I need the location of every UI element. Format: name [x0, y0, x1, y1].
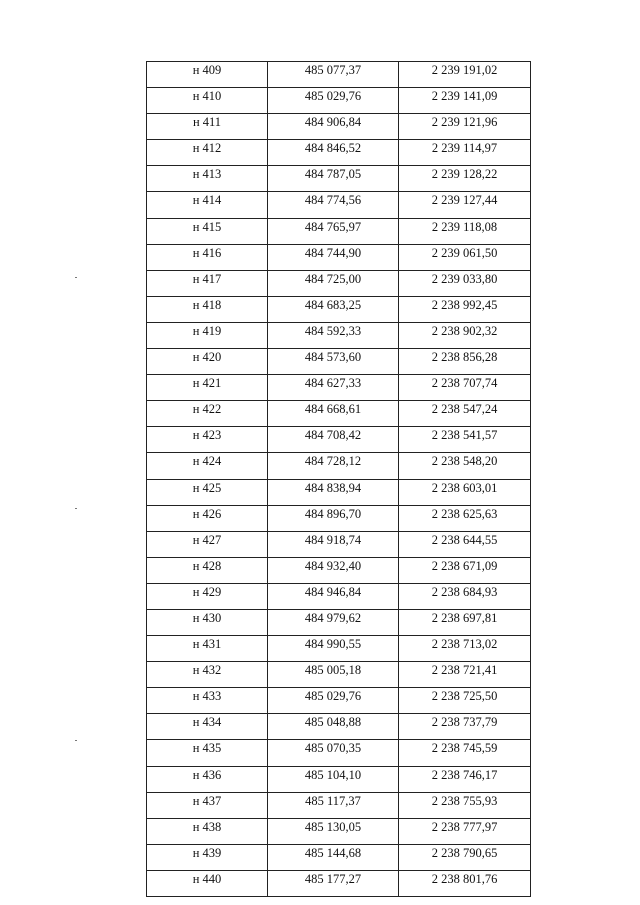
table-row — [147, 349, 531, 375]
table-row — [147, 792, 531, 818]
y-coordinate-cell: 2 238 697,81 — [399, 609, 531, 635]
table-row — [147, 636, 531, 662]
point-id-cell: н 427 — [147, 531, 268, 557]
y-coordinate-cell: 2 238 603,01 — [399, 479, 531, 505]
y-coordinate-cell: 2 238 902,32 — [399, 322, 531, 348]
y-coordinate-cell: 2 238 777,97 — [399, 818, 531, 844]
coordinates-table — [146, 61, 531, 897]
x-coordinate-cell: 484 573,60 — [268, 349, 399, 375]
x-coordinate-cell: 485 117,37 — [268, 792, 399, 818]
table-row — [147, 453, 531, 479]
point-id-cell: н 425 — [147, 479, 268, 505]
point-id-cell: н 440 — [147, 870, 268, 896]
x-coordinate-cell: 484 744,90 — [268, 244, 399, 270]
y-coordinate-cell: 2 238 755,93 — [399, 792, 531, 818]
x-coordinate-cell: 484 668,61 — [268, 401, 399, 427]
table-row — [147, 375, 531, 401]
y-coordinate-cell: 2 238 547,24 — [399, 401, 531, 427]
y-coordinate-cell: 2 238 746,17 — [399, 766, 531, 792]
x-coordinate-cell: 484 725,00 — [268, 270, 399, 296]
x-coordinate-cell: 485 130,05 — [268, 818, 399, 844]
point-id-cell: н 433 — [147, 688, 268, 714]
x-coordinate-cell: 484 846,52 — [268, 140, 399, 166]
point-id-cell: н 410 — [147, 88, 268, 114]
point-id-cell: н 420 — [147, 349, 268, 375]
point-id-cell: н 418 — [147, 296, 268, 322]
x-coordinate-cell: 484 990,55 — [268, 636, 399, 662]
point-id-cell: н 431 — [147, 636, 268, 662]
x-coordinate-cell: 484 728,12 — [268, 453, 399, 479]
x-coordinate-cell: 484 708,42 — [268, 427, 399, 453]
y-coordinate-cell: 2 238 790,65 — [399, 844, 531, 870]
point-id-cell: н 423 — [147, 427, 268, 453]
x-coordinate-cell: 484 906,84 — [268, 114, 399, 140]
x-coordinate-cell: 485 070,35 — [268, 740, 399, 766]
point-id-cell: н 422 — [147, 401, 268, 427]
table-row — [147, 609, 531, 635]
point-id-cell: н 434 — [147, 714, 268, 740]
y-coordinate-cell: 2 238 745,59 — [399, 740, 531, 766]
table-row — [147, 401, 531, 427]
table-row — [147, 244, 531, 270]
table-row — [147, 662, 531, 688]
x-coordinate-cell: 485 077,37 — [268, 62, 399, 88]
y-coordinate-cell: 2 239 191,02 — [399, 62, 531, 88]
x-coordinate-cell: 484 896,70 — [268, 505, 399, 531]
point-id-cell: н 430 — [147, 609, 268, 635]
table-row — [147, 714, 531, 740]
point-id-cell: н 419 — [147, 322, 268, 348]
table-row — [147, 427, 531, 453]
point-id-cell: н 415 — [147, 218, 268, 244]
y-coordinate-cell: 2 238 548,20 — [399, 453, 531, 479]
point-id-cell: н 414 — [147, 192, 268, 218]
point-id-cell: н 426 — [147, 505, 268, 531]
x-coordinate-cell: 485 104,10 — [268, 766, 399, 792]
x-coordinate-cell: 485 144,68 — [268, 844, 399, 870]
y-coordinate-cell: 2 238 684,93 — [399, 583, 531, 609]
y-coordinate-cell: 2 238 707,74 — [399, 375, 531, 401]
x-coordinate-cell: 484 838,94 — [268, 479, 399, 505]
x-coordinate-cell: 484 774,56 — [268, 192, 399, 218]
table-row — [147, 766, 531, 792]
table-row — [147, 192, 531, 218]
table-row — [147, 270, 531, 296]
table-row — [147, 218, 531, 244]
y-coordinate-cell: 2 238 644,55 — [399, 531, 531, 557]
point-id-cell: н 412 — [147, 140, 268, 166]
point-id-cell: н 438 — [147, 818, 268, 844]
table-row — [147, 479, 531, 505]
table-row — [147, 88, 531, 114]
point-id-cell: н 437 — [147, 792, 268, 818]
point-id-cell: н 416 — [147, 244, 268, 270]
point-id-cell: н 424 — [147, 453, 268, 479]
x-coordinate-cell: 484 979,62 — [268, 609, 399, 635]
table-row — [147, 62, 531, 88]
x-coordinate-cell: 485 029,76 — [268, 88, 399, 114]
y-coordinate-cell: 2 238 671,09 — [399, 557, 531, 583]
point-id-cell: н 432 — [147, 662, 268, 688]
table-row — [147, 505, 531, 531]
point-id-cell: н 421 — [147, 375, 268, 401]
point-id-cell: н 417 — [147, 270, 268, 296]
y-coordinate-cell: 2 239 061,50 — [399, 244, 531, 270]
x-coordinate-cell: 485 005,18 — [268, 662, 399, 688]
y-coordinate-cell: 2 238 625,63 — [399, 505, 531, 531]
y-coordinate-cell: 2 239 033,80 — [399, 270, 531, 296]
table-row — [147, 740, 531, 766]
table-row — [147, 114, 531, 140]
x-coordinate-cell: 485 029,76 — [268, 688, 399, 714]
scan-speck — [75, 740, 77, 741]
table-row — [147, 140, 531, 166]
point-id-cell: н 428 — [147, 557, 268, 583]
y-coordinate-cell: 2 238 541,57 — [399, 427, 531, 453]
x-coordinate-cell: 484 787,05 — [268, 166, 399, 192]
y-coordinate-cell: 2 239 114,97 — [399, 140, 531, 166]
x-coordinate-cell: 484 627,33 — [268, 375, 399, 401]
scan-speck — [75, 508, 77, 509]
point-id-cell: н 439 — [147, 844, 268, 870]
table-row — [147, 557, 531, 583]
table-row — [147, 844, 531, 870]
y-coordinate-cell: 2 239 118,08 — [399, 218, 531, 244]
point-id-cell: н 411 — [147, 114, 268, 140]
table-row — [147, 583, 531, 609]
y-coordinate-cell: 2 239 127,44 — [399, 192, 531, 218]
x-coordinate-cell: 485 048,88 — [268, 714, 399, 740]
x-coordinate-cell: 485 177,27 — [268, 870, 399, 896]
y-coordinate-cell: 2 239 121,96 — [399, 114, 531, 140]
table-row — [147, 818, 531, 844]
y-coordinate-cell: 2 238 725,50 — [399, 688, 531, 714]
point-id-cell: н 435 — [147, 740, 268, 766]
point-id-cell: н 436 — [147, 766, 268, 792]
y-coordinate-cell: 2 238 801,76 — [399, 870, 531, 896]
table-row — [147, 166, 531, 192]
point-id-cell: н 429 — [147, 583, 268, 609]
x-coordinate-cell: 484 592,33 — [268, 322, 399, 348]
x-coordinate-cell: 484 932,40 — [268, 557, 399, 583]
point-id-cell: н 413 — [147, 166, 268, 192]
coordinates-table-body — [147, 62, 531, 897]
x-coordinate-cell: 484 946,84 — [268, 583, 399, 609]
y-coordinate-cell: 2 238 992,45 — [399, 296, 531, 322]
y-coordinate-cell: 2 239 141,09 — [399, 88, 531, 114]
y-coordinate-cell: 2 238 713,02 — [399, 636, 531, 662]
table-row — [147, 322, 531, 348]
table-row — [147, 688, 531, 714]
point-id-cell: н 409 — [147, 62, 268, 88]
table-row — [147, 531, 531, 557]
table-row — [147, 870, 531, 896]
y-coordinate-cell: 2 239 128,22 — [399, 166, 531, 192]
y-coordinate-cell: 2 238 721,41 — [399, 662, 531, 688]
y-coordinate-cell: 2 238 856,28 — [399, 349, 531, 375]
scan-speck — [75, 277, 77, 278]
table-row — [147, 296, 531, 322]
x-coordinate-cell: 484 683,25 — [268, 296, 399, 322]
x-coordinate-cell: 484 765,97 — [268, 218, 399, 244]
y-coordinate-cell: 2 238 737,79 — [399, 714, 531, 740]
x-coordinate-cell: 484 918,74 — [268, 531, 399, 557]
